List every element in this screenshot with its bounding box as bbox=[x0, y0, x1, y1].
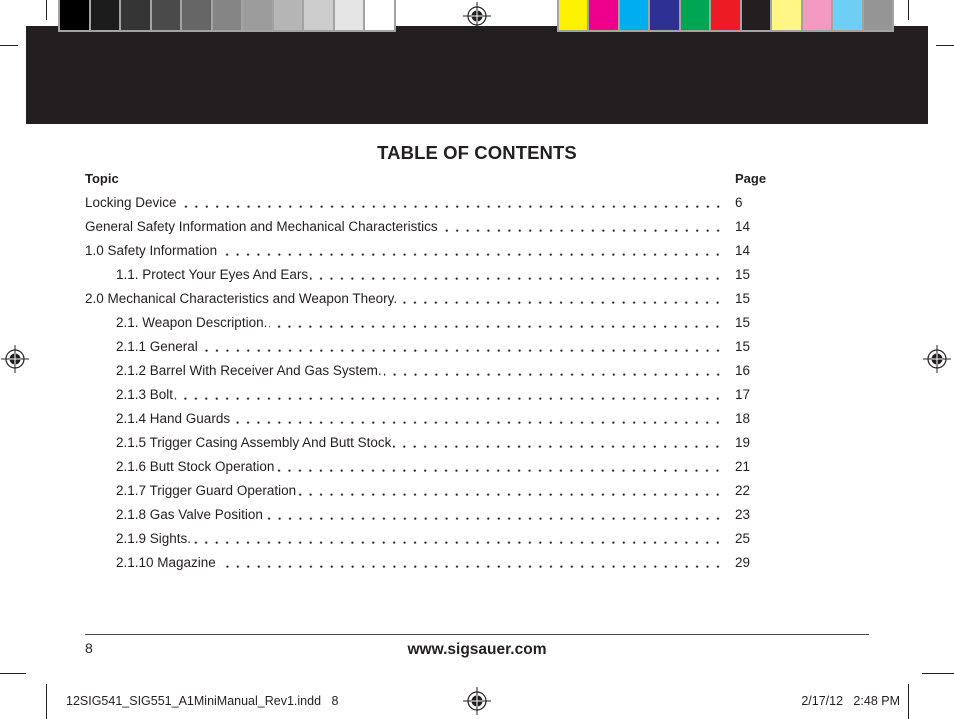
color-swatch bbox=[91, 0, 120, 30]
toc-entry bbox=[116, 531, 769, 547]
toc-entry-page: 15 bbox=[735, 267, 751, 282]
toc-entry-page: 22 bbox=[735, 483, 751, 498]
dot-leader bbox=[393, 435, 723, 451]
dot-leader bbox=[179, 195, 723, 211]
color-swatch bbox=[620, 0, 648, 30]
toc-entry bbox=[116, 411, 769, 427]
toc-list bbox=[0, 195, 954, 579]
color-swatch bbox=[213, 0, 242, 30]
registration-mark-icon bbox=[462, 686, 492, 716]
dot-leader bbox=[265, 507, 723, 523]
dot-leader bbox=[440, 219, 723, 235]
website-url: www.sigsauer.com bbox=[407, 641, 547, 658]
registration-mark-icon bbox=[922, 344, 952, 374]
color-swatch bbox=[243, 0, 272, 30]
toc-entry-title: 1.1. Protect Your Eyes And Ears bbox=[116, 267, 309, 282]
toc-entry-page: 18 bbox=[735, 411, 751, 426]
toc-entry-title: 2.1.2 Barrel With Receiver And Gas System. bbox=[116, 363, 382, 378]
dot-leader bbox=[298, 483, 723, 499]
toc-entry-title: 2.1.6 Butt Stock Operation bbox=[116, 459, 275, 474]
toc-entry bbox=[116, 315, 769, 331]
column-header-topic: Topic bbox=[85, 171, 119, 186]
toc-entry bbox=[85, 195, 769, 211]
toc-entry-page: 14 bbox=[735, 219, 751, 234]
dot-leader bbox=[219, 243, 723, 259]
dot-leader bbox=[399, 291, 723, 307]
color-swatch bbox=[559, 0, 587, 30]
toc-entry-title: General Safety Information and Mechanical Characteristics bbox=[85, 219, 438, 234]
toc-entry-page: 17 bbox=[735, 387, 751, 402]
toc-entry-page: 25 bbox=[735, 531, 751, 546]
dot-leader bbox=[276, 459, 723, 475]
toc-entry-page: 19 bbox=[735, 435, 751, 450]
toc-entry-page: 15 bbox=[735, 291, 751, 306]
dot-leader bbox=[175, 387, 723, 403]
color-bar bbox=[557, 0, 894, 32]
grayscale-bar bbox=[58, 0, 396, 32]
toc-entry-title: 2.1.3 Bolt bbox=[116, 387, 174, 402]
color-swatch bbox=[589, 0, 617, 30]
toc-entry-title: 2.1.7 Trigger Guard Operation bbox=[116, 483, 297, 498]
color-swatch bbox=[772, 0, 800, 30]
dot-leader bbox=[384, 363, 723, 379]
toc-entry bbox=[85, 243, 769, 259]
color-swatch bbox=[274, 0, 303, 30]
slug-timestamp: 2/17/12 2:48 PM bbox=[801, 694, 900, 708]
toc-entry-title: 2.1.5 Trigger Casing Assembly And Butt Stock bbox=[116, 435, 392, 450]
crop-mark bbox=[46, 684, 47, 719]
toc-entry bbox=[116, 435, 769, 451]
toc-entry bbox=[85, 291, 769, 307]
color-swatch bbox=[742, 0, 770, 30]
toc-entry-page: 15 bbox=[735, 315, 751, 330]
toc-entry bbox=[116, 555, 769, 571]
dot-leader bbox=[269, 315, 723, 331]
toc-entry-title: 1.0 Safety Information bbox=[85, 243, 218, 258]
toc-entry-title: 2.0 Mechanical Characteristics and Weapon Theory. bbox=[85, 291, 398, 306]
crop-mark bbox=[908, 684, 909, 719]
color-swatch bbox=[304, 0, 333, 30]
toc-entry-page: 16 bbox=[735, 363, 751, 378]
color-swatch bbox=[60, 0, 89, 30]
color-swatch bbox=[833, 0, 861, 30]
crop-mark bbox=[0, 673, 26, 674]
page-title: TABLE OF CONTENTS bbox=[377, 142, 577, 163]
color-swatch bbox=[152, 0, 181, 30]
toc-entry-title: Locking Device bbox=[85, 195, 177, 210]
dot-leader bbox=[218, 555, 723, 571]
registration-mark-icon bbox=[462, 1, 492, 31]
toc-entry-title: 2.1.1 General bbox=[116, 339, 198, 354]
color-swatch bbox=[365, 0, 394, 30]
toc-entry bbox=[116, 363, 769, 379]
toc-entry-page: 23 bbox=[735, 507, 751, 522]
toc-entry bbox=[116, 339, 769, 355]
crop-mark bbox=[46, 0, 47, 20]
dot-leader bbox=[200, 339, 723, 355]
dot-leader bbox=[310, 267, 723, 283]
toc-entry bbox=[85, 219, 769, 235]
toc-entry bbox=[116, 387, 769, 403]
toc-entry-title: 2.1.8 Gas Valve Position bbox=[116, 507, 263, 522]
slug-filename: 12SIG541_SIG551_A1MiniManual_Rev1.indd 8 bbox=[66, 694, 339, 708]
toc-entry bbox=[116, 483, 769, 499]
color-swatch bbox=[182, 0, 211, 30]
page-number: 8 bbox=[85, 640, 93, 656]
toc-entry-page: 29 bbox=[735, 555, 751, 570]
color-swatch bbox=[864, 0, 892, 30]
color-swatch bbox=[121, 0, 150, 30]
crop-mark bbox=[922, 673, 954, 674]
toc-entry-page: 14 bbox=[735, 243, 751, 258]
footer-divider bbox=[85, 634, 869, 635]
dot-leader bbox=[232, 411, 723, 427]
crop-mark bbox=[936, 45, 954, 46]
toc-entry bbox=[116, 507, 769, 523]
header-band bbox=[26, 26, 928, 124]
color-swatch bbox=[803, 0, 831, 30]
toc-entry-title: 2.1. Weapon Description. bbox=[116, 315, 268, 330]
crop-mark bbox=[0, 45, 18, 46]
column-header-page: Page bbox=[735, 171, 767, 186]
color-swatch bbox=[681, 0, 709, 30]
crop-mark bbox=[908, 0, 909, 20]
color-swatch bbox=[711, 0, 739, 30]
color-swatch bbox=[335, 0, 364, 30]
color-swatch bbox=[650, 0, 678, 30]
toc-entry-title: 2.1.10 Magazine bbox=[116, 555, 216, 570]
toc-entry-page: 15 bbox=[735, 339, 751, 354]
dot-leader bbox=[193, 531, 723, 547]
registration-mark-icon bbox=[0, 344, 30, 374]
toc-entry bbox=[116, 459, 769, 475]
toc-entry-page: 21 bbox=[735, 459, 751, 474]
toc-entry bbox=[116, 267, 769, 283]
toc-entry-title: 2.1.9 Sights. bbox=[116, 531, 192, 546]
toc-entry-page: 6 bbox=[735, 195, 743, 210]
toc-entry-title: 2.1.4 Hand Guards bbox=[116, 411, 231, 426]
